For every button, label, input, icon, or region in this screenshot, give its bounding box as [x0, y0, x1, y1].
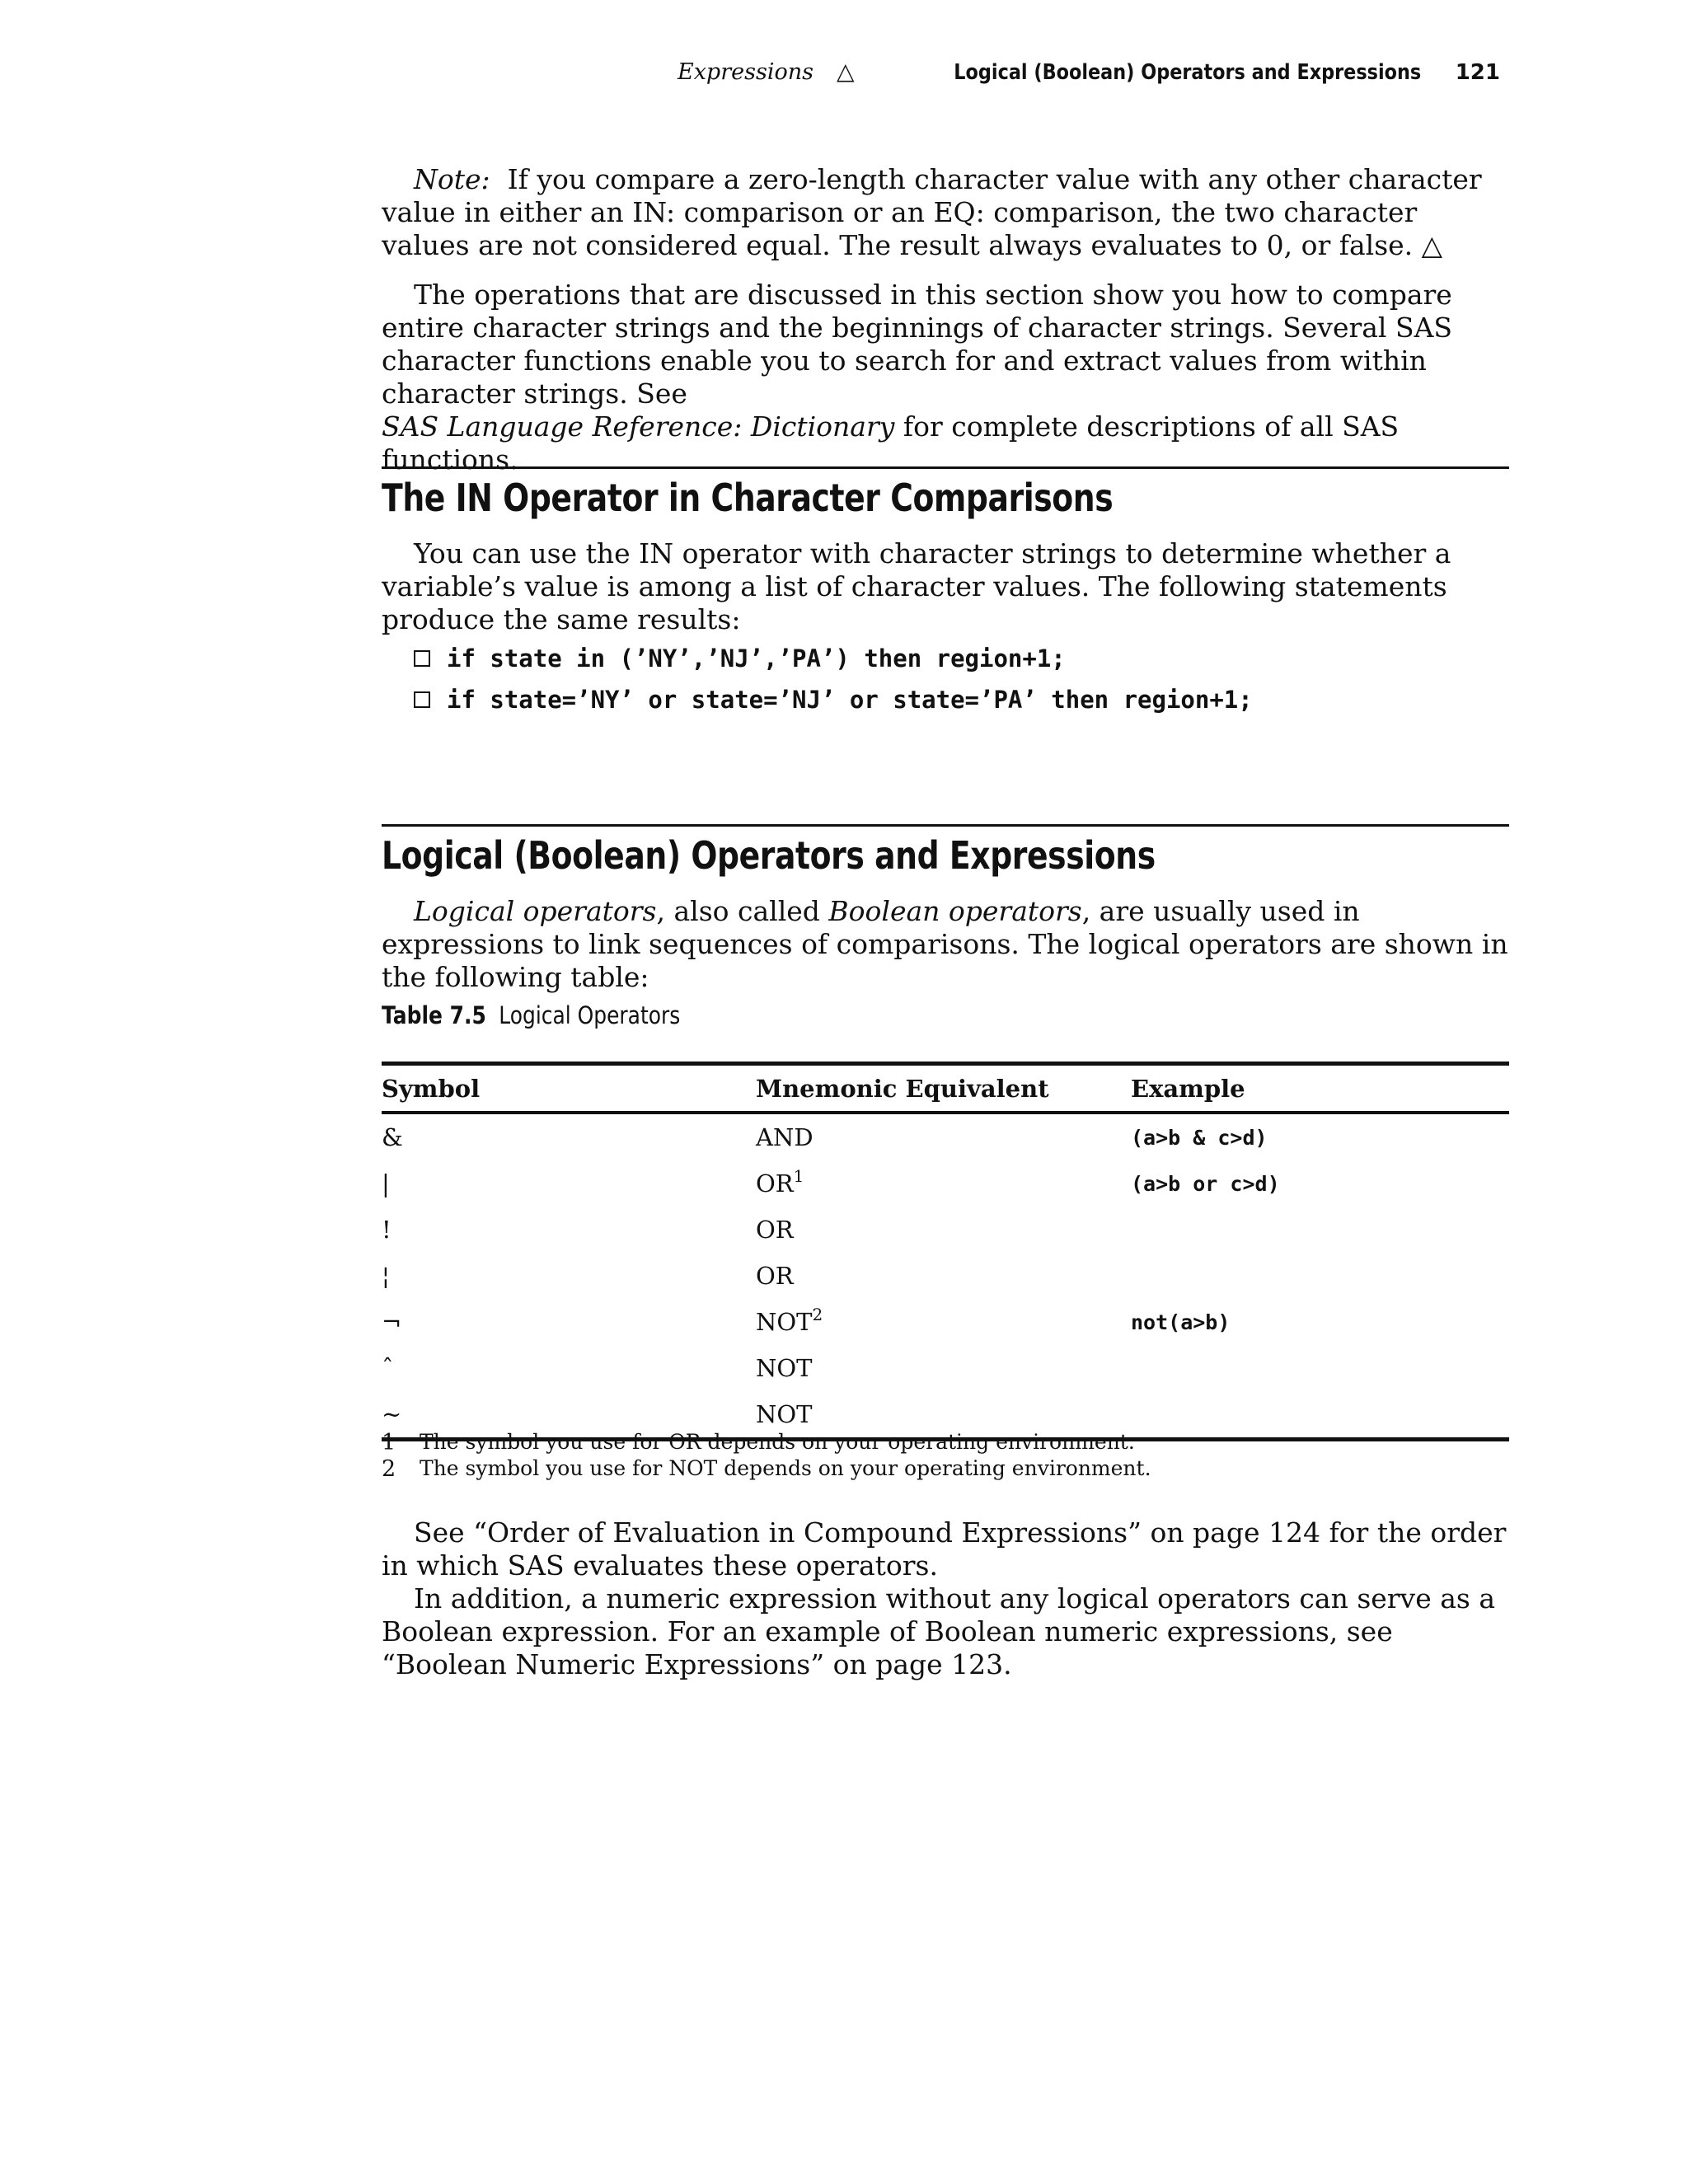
mnemonic-cell [756, 1113, 1131, 1160]
mnemonic-cell [756, 1299, 1131, 1345]
table-caption-number: Table 7.5 [382, 1001, 486, 1029]
table-row [382, 1160, 1509, 1207]
section-heading-logical-operators: Logical (Boolean) Operators and Expressions [382, 833, 1156, 878]
example-cell [1131, 1345, 1509, 1391]
symbol-cell: ¬ [382, 1308, 402, 1336]
symbol-cell: ¦ [382, 1262, 390, 1290]
table-header-row [382, 1064, 1509, 1113]
term-boolean-operators: Boolean operators [828, 895, 1082, 927]
table-footnote [382, 1430, 1135, 1455]
footnote-ref: 1 [793, 1166, 804, 1186]
example-cell [1131, 1207, 1509, 1253]
order-of-evaluation-paragraph: See “Order of Evaluation in Compound Expressions” on page 124 for the order in which SAS evaluates these operators. [382, 1516, 1507, 1582]
mnemonic-cell [756, 1345, 1131, 1391]
footnote-ref: 2 [812, 1305, 823, 1324]
table-row [382, 1113, 1509, 1160]
table-row [382, 1207, 1509, 1253]
section-heading-in-operator: The IN Operator in Character Comparisons [382, 476, 1114, 520]
paragraph-text: , also called [656, 895, 829, 927]
example-cell: not(a>b) [1131, 1310, 1231, 1334]
symbol-cell: ˆ [382, 1354, 394, 1382]
section-rule [382, 466, 1509, 469]
table-row [382, 1299, 1509, 1345]
checkbox-bullet-icon [414, 691, 430, 708]
logical-operators-paragraph [382, 895, 1509, 994]
symbol-cell: ! [382, 1216, 392, 1244]
note-label: Note: [414, 163, 490, 195]
example-cell [1131, 1253, 1509, 1299]
closing-paragraphs [382, 1516, 1509, 1681]
mnemonic-cell [756, 1253, 1131, 1299]
symbol-cell: & [382, 1123, 403, 1151]
intro-paragraph [382, 279, 1509, 476]
running-header [678, 58, 1500, 85]
paragraph-text: , are usually used in expressions to link sequences of comparisons. The logical operators are shown in the following table: [382, 895, 1508, 993]
section-rule [382, 824, 1509, 827]
footnote-number: 2 [382, 1456, 396, 1482]
column-header: Example [1131, 1074, 1245, 1103]
table-footnote [382, 1456, 1151, 1482]
mnemonic-cell [756, 1160, 1131, 1207]
book-reference-link[interactable]: SAS Language Reference: Dictionary [382, 410, 895, 443]
example-cell: (a>b or c>d) [1131, 1171, 1280, 1196]
table-caption [382, 1001, 680, 1029]
code-statement: if state=’NY’ or state=’NJ’ or state=’PA’ then region+1; [447, 686, 1253, 714]
symbol-cell: | [382, 1169, 390, 1197]
header-section: Expressions [678, 59, 814, 85]
mnemonic-text: OR [756, 1169, 794, 1197]
code-statement: if state in (’NY’,’NJ’,’PA’) then region+1; [447, 644, 1066, 673]
table-row [382, 1253, 1509, 1299]
term-logical-operators: Logical operators [414, 895, 657, 927]
boolean-numeric-paragraph: In addition, a numeric expression without any logical operators can serve as a Boolean expression. For an example of Boolean numeric expressions, see “Boolean Numeric Expressions” on page 123. [382, 1582, 1495, 1680]
footnote-text: The symbol you use for OR depends on your operating environment. [420, 1430, 1135, 1454]
code-list-item [414, 644, 1066, 673]
page-number: 121 [1455, 60, 1500, 85]
logical-operators-table [382, 1062, 1509, 1441]
footnote-text: The symbol you use for NOT depends on your operating environment. [420, 1456, 1151, 1480]
mnemonic-text: NOT [756, 1308, 813, 1336]
column-header: Symbol [382, 1074, 481, 1103]
header-title: Logical (Boolean) Operators and Expressions [953, 60, 1421, 85]
note-paragraph [382, 163, 1509, 262]
code-list-item [414, 686, 1253, 714]
symbol-cell: ~ [382, 1400, 402, 1428]
checkbox-bullet-icon [414, 650, 430, 667]
note-text: If you compare a zero-length character value with any other character value in either an IN: comparison or an EQ: comparison, the two character values are not considered equal. The result always evaluates to 0, or false. △ [382, 163, 1482, 261]
table-caption-title: Logical Operators [499, 1001, 681, 1029]
mnemonic-text: NOT [756, 1354, 813, 1382]
in-operator-paragraph: You can use the IN operator with character strings to determine whether a variable’s value is among a list of character values. The following statements produce the same results: [382, 537, 1451, 635]
example-cell [1131, 1391, 1509, 1440]
mnemonic-text: AND [756, 1123, 814, 1151]
triangle-icon: △ [836, 58, 855, 85]
intro-tail: for complete descriptions of all SAS functions. [382, 410, 1400, 476]
mnemonic-text: OR [756, 1216, 794, 1244]
intro-text: The operations that are discussed in this section show you how to compare entire character strings and the beginnings of character strings. Several SAS character functions enable you to search for and extract values from within character strings. See [382, 279, 1453, 410]
mnemonic-text: NOT [756, 1400, 813, 1428]
table-row [382, 1345, 1509, 1391]
mnemonic-text: OR [756, 1262, 794, 1290]
footnote-number: 1 [382, 1430, 396, 1455]
example-cell: (a>b & c>d) [1131, 1125, 1268, 1150]
column-header: Mnemonic Equivalent [756, 1074, 1049, 1103]
mnemonic-cell [756, 1207, 1131, 1253]
